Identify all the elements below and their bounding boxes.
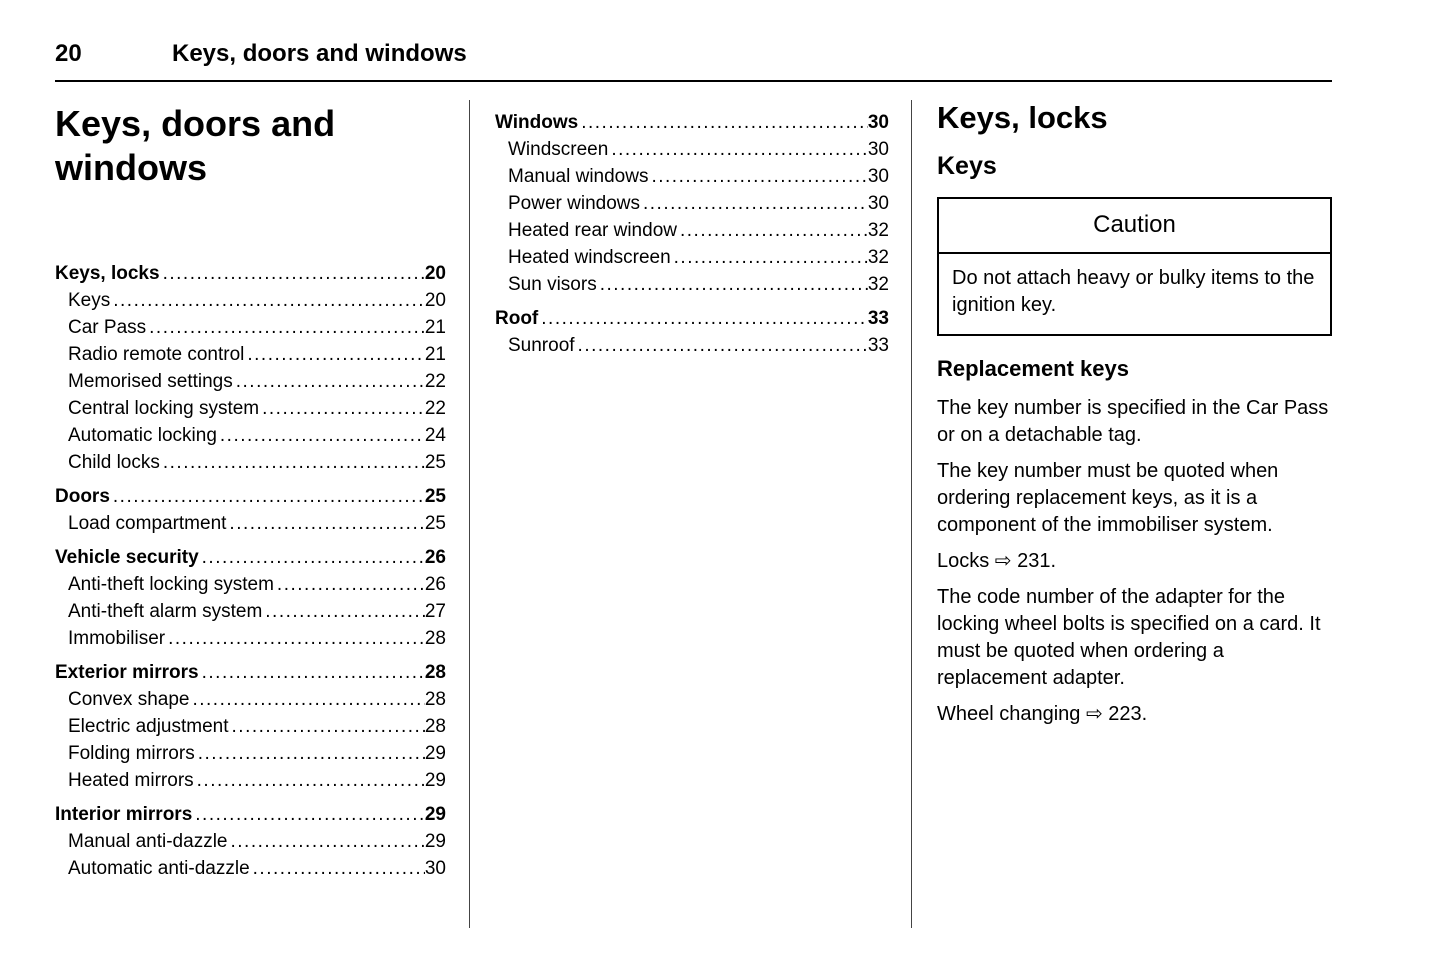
toc-entry-page: 33 bbox=[867, 308, 889, 329]
toc-entry[interactable] bbox=[495, 136, 889, 163]
toc-dot-leader bbox=[189, 686, 424, 713]
toc-dot-leader bbox=[578, 109, 868, 136]
toc-entry-label: Immobiliser bbox=[68, 628, 166, 649]
cross-reference-wheel-changing[interactable]: Wheel changing ⇨ 223. bbox=[937, 703, 1148, 725]
toc-entry[interactable] bbox=[55, 625, 446, 652]
toc-dot-leader bbox=[199, 544, 425, 571]
toc-entry[interactable] bbox=[55, 598, 446, 625]
toc-entry-page: 30 bbox=[867, 112, 889, 133]
toc-entry[interactable] bbox=[55, 544, 446, 571]
toc-entry-page: 21 bbox=[424, 317, 446, 338]
toc-entry-page: 28 bbox=[424, 662, 446, 683]
toc-entry-label: Convex shape bbox=[68, 689, 190, 710]
toc-entry-page: 25 bbox=[424, 486, 446, 507]
toc-dot-leader bbox=[575, 332, 868, 359]
toc-entry-page: 32 bbox=[867, 274, 889, 295]
toc-dot-leader bbox=[244, 341, 424, 368]
caution-title: Caution bbox=[939, 199, 1330, 254]
toc-dot-leader bbox=[538, 305, 868, 332]
toc-entry[interactable] bbox=[495, 271, 889, 298]
toc-entry-label: Central locking system bbox=[68, 398, 260, 419]
toc-entry[interactable] bbox=[495, 109, 889, 136]
toc-entry-page: 29 bbox=[424, 743, 446, 764]
toc-dot-leader bbox=[274, 571, 425, 598]
toc-entry-page: 22 bbox=[424, 371, 446, 392]
toc-entry[interactable] bbox=[55, 287, 446, 314]
toc-entry-label: Anti-theft locking system bbox=[68, 574, 274, 595]
toc-entry-page: 28 bbox=[424, 716, 446, 737]
toc-entry[interactable] bbox=[55, 828, 446, 855]
toc-entry-label: Automatic anti-dazzle bbox=[68, 858, 250, 879]
toc-entry-label: Keys bbox=[68, 290, 111, 311]
toc-entry-page: 30 bbox=[867, 193, 889, 214]
toc-entry-page: 32 bbox=[867, 247, 889, 268]
toc-dot-leader bbox=[648, 163, 867, 190]
article-title: Keys, doors and windows bbox=[55, 103, 336, 188]
toc-entry[interactable] bbox=[55, 686, 446, 713]
toc-entry-page: 24 bbox=[424, 425, 446, 446]
chapter-title: Keys, doors and windows bbox=[172, 40, 467, 67]
toc-entry-label: Manual anti-dazzle bbox=[68, 831, 228, 852]
toc-dot-leader bbox=[259, 395, 425, 422]
toc-entry-label: Memorised settings bbox=[68, 371, 233, 392]
toc-entry-label: Doors bbox=[55, 486, 110, 507]
toc-dot-leader bbox=[110, 287, 425, 314]
toc-dot-leader bbox=[597, 271, 868, 298]
toc-entry-label: Car Pass bbox=[68, 317, 147, 338]
toc-entry[interactable] bbox=[55, 260, 446, 287]
toc-entry-label: Interior mirrors bbox=[55, 804, 193, 825]
toc-entry[interactable] bbox=[55, 341, 446, 368]
toc-entry-label: Manual windows bbox=[508, 166, 649, 187]
toc-entry[interactable] bbox=[495, 217, 889, 244]
toc-entry[interactable] bbox=[55, 314, 446, 341]
toc-entry-label: Vehicle security bbox=[55, 547, 199, 568]
toc-dot-leader bbox=[677, 217, 868, 244]
toc-entry-page: 25 bbox=[424, 452, 446, 473]
toc-dot-leader bbox=[165, 625, 425, 652]
toc-entry-label: Heated mirrors bbox=[68, 770, 194, 791]
toc-dot-leader bbox=[233, 368, 425, 395]
toc-entry-label: Sunroof bbox=[508, 335, 575, 356]
toc-dot-leader bbox=[146, 314, 425, 341]
toc-entry[interactable] bbox=[495, 332, 889, 359]
toc-dot-leader bbox=[195, 740, 425, 767]
toc-entry-page: 33 bbox=[867, 335, 889, 356]
toc-entry-page: 29 bbox=[424, 831, 446, 852]
toc-dot-leader bbox=[217, 422, 425, 449]
toc-entry[interactable] bbox=[55, 801, 446, 828]
toc-entry-label: Power windows bbox=[508, 193, 640, 214]
toc-entry-page: 21 bbox=[424, 344, 446, 365]
toc-entry[interactable] bbox=[55, 855, 446, 882]
toc-entry-label: Radio remote control bbox=[68, 344, 245, 365]
toc-entry[interactable] bbox=[495, 244, 889, 271]
toc-entry[interactable] bbox=[55, 767, 446, 794]
replacement-keys-heading: Replacement keys bbox=[937, 356, 1129, 381]
toc-entry-page: 29 bbox=[424, 770, 446, 791]
toc-entry-page: 25 bbox=[424, 513, 446, 534]
toc-entry-page: 30 bbox=[867, 139, 889, 160]
caution-body: Do not attach heavy or bulky items to the ignition key. bbox=[952, 267, 1315, 316]
toc-entry-page: 29 bbox=[424, 804, 446, 825]
toc-entry-page: 30 bbox=[424, 858, 446, 879]
page-columns bbox=[55, 100, 1332, 928]
toc-entry[interactable] bbox=[55, 422, 446, 449]
toc-entry[interactable] bbox=[495, 163, 889, 190]
toc-dot-leader bbox=[199, 659, 425, 686]
toc-entry-label: Child locks bbox=[68, 452, 160, 473]
toc-entry[interactable] bbox=[495, 190, 889, 217]
toc-dot-leader bbox=[226, 510, 424, 537]
toc-entry[interactable] bbox=[55, 659, 446, 686]
toc-dot-leader bbox=[640, 190, 868, 217]
toc-column-1 bbox=[55, 100, 470, 928]
toc-entry-page: 30 bbox=[867, 166, 889, 187]
section-heading: Keys, locks bbox=[937, 100, 1108, 135]
toc-dot-leader bbox=[160, 260, 425, 287]
toc-entry-label: Folding mirrors bbox=[68, 743, 195, 764]
toc-dot-leader bbox=[608, 136, 868, 163]
toc-list-2 bbox=[495, 109, 889, 359]
toc-dot-leader bbox=[110, 483, 425, 510]
toc-entry-page: 27 bbox=[424, 601, 446, 622]
toc-entry[interactable] bbox=[55, 449, 446, 476]
toc-entry[interactable] bbox=[55, 368, 446, 395]
toc-entry-page: 28 bbox=[424, 689, 446, 710]
toc-entry-label: Anti-theft alarm system bbox=[68, 601, 263, 622]
toc-entry[interactable] bbox=[55, 483, 446, 510]
toc-entry-label: Load compartment bbox=[68, 513, 227, 534]
keys-subheading: Keys bbox=[937, 152, 997, 180]
toc-column-2 bbox=[470, 100, 912, 928]
toc-entry[interactable] bbox=[55, 510, 446, 537]
toc-entry-label: Electric adjustment bbox=[68, 716, 229, 737]
cross-reference-locks[interactable]: Locks ⇨ 231. bbox=[937, 550, 1057, 572]
toc-dot-leader bbox=[250, 855, 425, 882]
toc-entry-label: Sun visors bbox=[508, 274, 597, 295]
toc-dot-leader bbox=[160, 449, 425, 476]
toc-entry-page: 22 bbox=[424, 398, 446, 419]
paragraph-key-quoted: The key number must be quoted when ordering replacement keys, as it is a component of the immobiliser system. bbox=[937, 460, 1279, 536]
toc-entry-label: Roof bbox=[495, 308, 539, 329]
running-header bbox=[55, 40, 1332, 82]
toc-entry-page: 28 bbox=[424, 628, 446, 649]
toc-entry-label: Automatic locking bbox=[68, 425, 217, 446]
toc-entry-label: Heated rear window bbox=[508, 220, 677, 241]
toc-entry-page: 32 bbox=[867, 220, 889, 241]
toc-dot-leader bbox=[262, 598, 425, 625]
toc-dot-leader bbox=[227, 828, 424, 855]
content-column bbox=[912, 100, 1332, 928]
toc-entry-page: 26 bbox=[424, 574, 446, 595]
toc-dot-leader bbox=[194, 767, 425, 794]
caution-box bbox=[937, 197, 1332, 336]
toc-entry-page: 26 bbox=[424, 547, 446, 568]
page-number: 20 bbox=[55, 40, 82, 67]
toc-entry-page: 20 bbox=[424, 290, 446, 311]
toc-entry[interactable] bbox=[495, 305, 889, 332]
toc-entry[interactable] bbox=[55, 740, 446, 767]
paragraph-adapter-code: The code number of the adapter for the locking wheel bolts is specified on a card. It must be quoted when ordering a replacement adapter. bbox=[937, 586, 1321, 689]
toc-dot-leader bbox=[192, 801, 425, 828]
toc-entry-label: Windscreen bbox=[508, 139, 609, 160]
paragraph-key-number: The key number is specified in the Car Pass or on a detachable tag. bbox=[937, 397, 1329, 446]
toc-list-1 bbox=[55, 260, 446, 882]
toc-dot-leader bbox=[229, 713, 425, 740]
toc-entry[interactable] bbox=[55, 395, 446, 422]
toc-dot-leader bbox=[671, 244, 868, 271]
toc-entry-label: Heated windscreen bbox=[508, 247, 671, 268]
toc-entry-label: Windows bbox=[495, 112, 579, 133]
toc-entry[interactable] bbox=[55, 571, 446, 598]
toc-entry[interactable] bbox=[55, 713, 446, 740]
toc-entry-label: Exterior mirrors bbox=[55, 662, 199, 683]
toc-entry-page: 20 bbox=[424, 263, 446, 284]
toc-entry-label: Keys, locks bbox=[55, 263, 160, 284]
